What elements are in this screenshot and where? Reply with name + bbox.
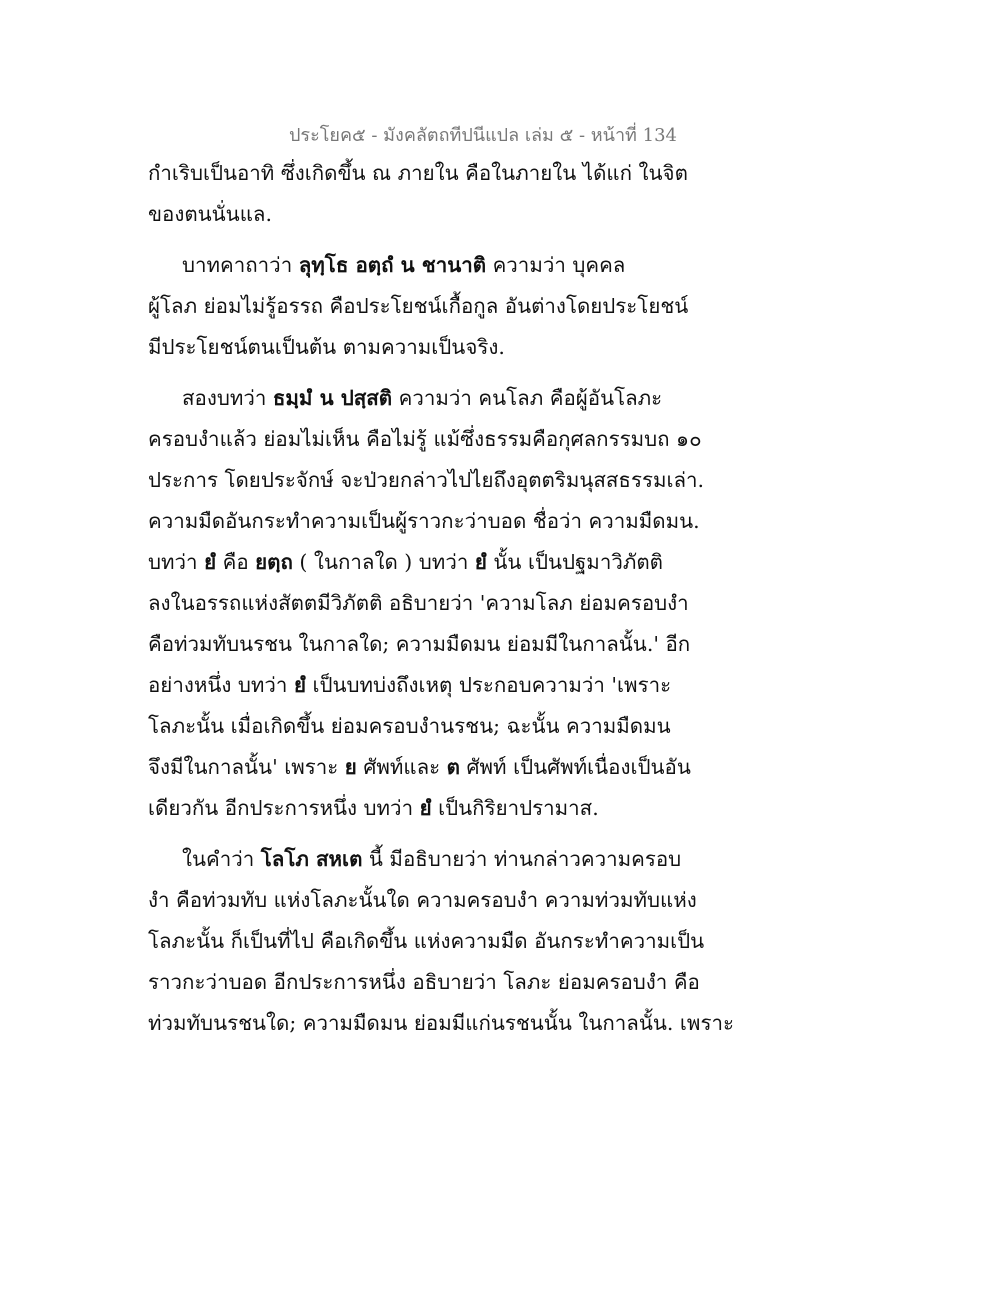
text-line [148, 327, 688, 368]
text-run: จึงมีในกาลนั้น' เพราะ [148, 755, 345, 779]
text-run: นั้น เป็นปฐมาวิภัตติ [486, 550, 663, 574]
page-header: ประโยค๕ - มังคลัตถทีปนีแปล เล่ม ๕ - หน้าที่ 134 [289, 125, 677, 146]
text-run: ประการ โดยประจักษ์ จะป่วยกล่าวไปไยถึงอุตตริมนุสสธรรมเล่า. [148, 468, 705, 492]
text-run: ศัพท์และ [356, 755, 447, 779]
text-run: ของตนนั่นแล. [148, 202, 272, 226]
text-line [148, 665, 688, 706]
paragraph [148, 839, 734, 1044]
text-run: ครอบงำแล้ว ย่อมไม่เห็น คือไม่รู้ แม้ซึ่งธรรมคือกุศลกรรมบถ ๑๐ [148, 427, 702, 451]
text-line [148, 419, 702, 460]
text-run: ในคำว่า [182, 847, 261, 871]
text-run: นี้ มีอธิบายว่า ท่านกล่าวความครอบ [362, 847, 682, 871]
text-line [148, 706, 688, 747]
text-run: มีประโยชน์ตนเป็นต้น ตามความเป็นจริง. [148, 335, 505, 359]
text-line [148, 962, 700, 1003]
text-line [148, 153, 688, 194]
pali-term: ต [446, 755, 460, 779]
text-line [148, 1003, 734, 1044]
text-run: บาทคาถาว่า [182, 253, 299, 277]
text-line [148, 624, 691, 665]
text-run: ท่วมทับนรชนใด; ความมืดมน ย่อมมีแก่นรชนนั้น ในกาลนั้น. เพราะ [148, 1011, 734, 1035]
text-run: สองบทว่า [182, 386, 273, 410]
pali-term: ธมฺมํ น ปสฺสติ [272, 386, 393, 410]
pali-term: โลโภ สหเต [260, 847, 363, 871]
text-run: ความว่า คนโลภ คือผู้อันโลภะ [392, 386, 663, 410]
text-run: ราวกะว่าบอด อีกประการหนึ่ง อธิบายว่า โลภะ ย่อมครอบงำ คือ [148, 970, 700, 994]
text-line [148, 747, 691, 788]
text-line [148, 460, 705, 501]
text-run: โลภะนั้น ก็เป็นที่ไป คือเกิดขึ้น แห่งความมืด อันกระทำความเป็น [148, 929, 705, 953]
paragraph [148, 378, 705, 829]
pali-term: ลุทฺโธ อตฺถํ น ชานาติ [298, 253, 487, 277]
paragraph [148, 245, 688, 368]
text-run: กำเริบเป็นอาทิ ซึ่งเกิดขึ้น ณ ภายใน คือในภายใน ได้แก่ ในจิต [148, 161, 688, 185]
text-line [148, 921, 705, 962]
text-run: เป็นกิริยาปรามาส. [431, 796, 599, 820]
text-line [148, 788, 688, 829]
text-line [148, 245, 688, 286]
paragraph [148, 153, 688, 235]
text-line [148, 542, 688, 583]
text-line [148, 583, 688, 624]
pali-term: ยํ [419, 796, 432, 820]
text-run: คือ [216, 550, 256, 574]
text-line [148, 286, 688, 327]
text-line [148, 378, 688, 419]
text-run: งำ คือท่วมทับ แห่งโลภะนั้นใด ความครอบงำ ความท่วมทับแห่ง [148, 888, 697, 912]
text-run: ศัพท์ เป็นศัพท์เนื่องเป็นอัน [460, 755, 691, 779]
text-line [148, 501, 700, 542]
body-text [148, 153, 734, 1044]
text-run: ผู้โลภ ย่อมไม่รู้อรรถ คือประโยชน์เกื้อกูล อันต่างโดยประโยชน์ [148, 294, 689, 318]
text-line [148, 839, 688, 880]
text-line [148, 194, 688, 235]
pali-term: ยตฺถ [255, 550, 293, 574]
pali-term: ยํ [204, 550, 217, 574]
text-run: ความว่า บุคคล [486, 253, 626, 277]
text-run: โลภะนั้น เมื่อเกิดขึ้น ย่อมครอบงำนรชน; ฉะนั้น ความมืดมน [148, 714, 671, 738]
pali-term: ยํ [474, 550, 487, 574]
text-run: เป็นบทบ่งถึงเหตุ ประกอบความว่า 'เพราะ [305, 673, 672, 697]
text-run: เดียวกัน อีกประการหนึ่ง บทว่า [148, 796, 420, 820]
text-run: ความมืดอันกระทำความเป็นผู้ราวกะว่าบอด ชื่อว่า ความมืดมน. [148, 509, 700, 533]
pali-term: ยํ [293, 673, 306, 697]
pali-term: ย [344, 755, 357, 779]
text-line [148, 880, 697, 921]
text-run: ( ในกาลใด ) บทว่า [292, 550, 475, 574]
text-run: คือท่วมทับนรชน ในกาลใด; ความมืดมน ย่อมมีในกาลนั้น.' อีก [148, 632, 691, 656]
text-run: อย่างหนึ่ง บทว่า [148, 673, 294, 697]
text-run: ลงในอรรถแห่งสัตตมีวิภัตติ อธิบายว่า 'ความโลภ ย่อมครอบงำ [148, 591, 689, 615]
text-run: บทว่า [148, 550, 205, 574]
